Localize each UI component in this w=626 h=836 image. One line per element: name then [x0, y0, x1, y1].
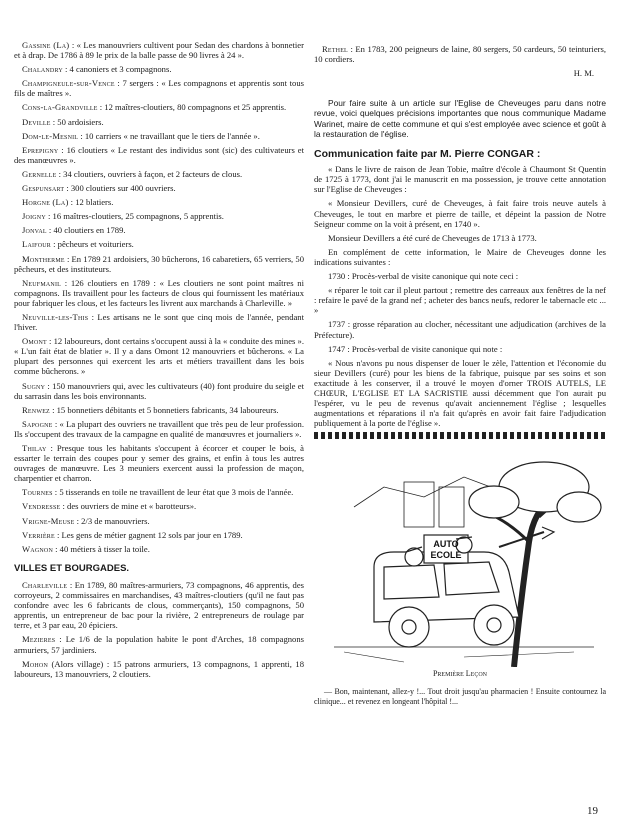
town-name: Dom-le-Mesnil — [22, 130, 79, 141]
body-paragraph: « Monsieur Devillers, curé de Cheveuges, à fait faire trois neuve autels à Cheveuges, le tout en marbre et pierre de taille, et dépeint la passion de Notre Seigneur comme on la voit à présent, en 1740 ». — [314, 198, 606, 229]
town-name: Sapogne — [22, 418, 53, 429]
entry-text: : 50 ardoisiers. — [50, 116, 104, 127]
entry — [14, 634, 304, 654]
entry-text: : En 1789, 80 maîtres-armuriers, 73 compagnons, 46 apprentis, des corroyeurs, 2 commissaires en marchandises, 43 maîtres-cloutiers (qu'il ne faut pas confondre avec les 6 fabricants de clous, commerçants), 150 compagnons, 50 apprentis, un entrepreneur de bac pour la rivière, 2 entrepreneurs de roulage par terre, et 3 par eau, 20 épiciers. — [14, 579, 304, 631]
entry — [14, 405, 304, 415]
entry-text: : 40 métiers à tisser la toile. — [52, 543, 150, 554]
entry — [14, 443, 304, 483]
entry — [14, 501, 304, 511]
entry-text: : 4 canoniers et 3 compagnons. — [62, 64, 172, 75]
entry-text: : pêcheurs et voituriers. — [51, 239, 134, 250]
entry-text: : « Les manouvriers cultivent pour Sedan des chardons à bonnetier et à drap. De 1786 à 89 le prix de la balle passe de 90 livres à 24 ». — [14, 40, 304, 61]
town-name: Cons-la-Grandville — [22, 102, 98, 113]
entry-text: : 10 carriers « ne travaillant que le tiers de l'année ». — [78, 130, 260, 141]
body-paragraph: « réparer le toit car il pleut partout ; remettre des carreaux aux fenêtres de la nef : refaire le pavé de la grand nef ; acheter des bancs neufs, redorer le tabernacle etc ... » — [314, 285, 606, 316]
body-paragraph: 1737 : grosse réparation au clocher, nécessitant une adjudication (archives de la Préfecture). — [314, 319, 606, 340]
town-name: Eprepigny — [22, 144, 59, 155]
entry-text: : 5 tisserands en toile ne travaillent de leur état que 3 mois de l'année. — [52, 487, 294, 498]
entry-text: : 126 cloutiers en 1789 : « Les cloutiers ne sont point maîtres ni compagnons. Ils travaillent pour les facteurs de clous qui fournissent les matériaux pour fabriquer les clous, et les facteurs les livrent aux marchands à Charleville. » — [14, 277, 304, 308]
entry — [14, 580, 304, 630]
body-paragraph: 1730 : Procès-verbal de visite canonique qui note ceci : — [328, 271, 519, 282]
entry-text: : Les artisans ne le sont que cinq mois de l'année, pendant l'hiver. — [14, 311, 304, 333]
entry — [14, 183, 304, 193]
entry — [14, 254, 304, 274]
entry — [14, 197, 304, 207]
town-name: Horgne (La) — [22, 197, 69, 208]
entry — [14, 117, 304, 127]
communication-body — [314, 164, 606, 428]
town-name: Laifour — [22, 239, 51, 250]
town-name: Renwez — [22, 404, 50, 415]
body-paragraph: Monsieur Devillers a été curé de Cheveuges de 1713 à 1773. — [328, 232, 537, 243]
entry-text: : 300 cloutiers sur 400 ouvriers. — [64, 183, 176, 194]
cartoon-caption: — Bon, maintenant, allez-y !... Tout droit jusqu'au pharmacien ! Ensuite contournez la clinique... et revenez en longeant l'hôpital !... — [314, 687, 606, 707]
entry — [14, 102, 304, 112]
town-name: Verrière — [22, 529, 55, 540]
entry — [14, 278, 304, 308]
town-name: Jonval — [22, 225, 47, 236]
entry — [14, 381, 304, 401]
author-signature: H. M. — [573, 68, 594, 79]
page-number: 19 — [587, 805, 598, 817]
left-column — [14, 40, 304, 683]
entry-text: : 40 cloutiers en 1789. — [46, 225, 126, 236]
town-name: Joigny — [22, 211, 46, 222]
entry-text: : 2/3 de manouvriers. — [74, 515, 150, 526]
intro-paragraph: Pour faire suite à un article sur l'Eglise de Cheveuges paru dans notre revue, voici quelques précisions importantes que nous communique Madame Warinet, maire de cette commune et qui s'est employée avec science et goût à la restauration de l'église. — [314, 98, 606, 139]
entry-text: : « La plupart des ouvriers ne travaillent que très peu de leur profession. Ils s'occupent des travaux de la campagne en qualité de manœuvres et journaliers ». — [14, 418, 304, 439]
entry-text: : 12 laboureurs, dont certains s'occupent aussi à la « conduite des mines ». « L'un fait état de blatier ». Il y a dans Omont 12 manouvriers et bûcherons. « La plupart des personnes qui exercent les arts et métiers travaillent dans les bois comme bûcherons. » — [14, 336, 304, 377]
entry — [14, 64, 304, 74]
right-column — [314, 44, 606, 715]
entry — [14, 530, 304, 540]
entry — [14, 225, 304, 235]
town-name: Gespunsart — [22, 183, 65, 194]
entry — [14, 487, 304, 497]
entry — [14, 419, 304, 439]
entry — [14, 78, 304, 98]
town-name: Tournes — [22, 487, 53, 498]
town-name: Montherme — [22, 253, 65, 264]
entry-text: : 150 manouvriers qui, avec les cultivateurs (40) font produire du seigle et du sarrasin dans les bois environnants. — [14, 380, 304, 401]
entry-text: : 12 maîtres-cloutiers, 80 compagnons et 25 apprentis. — [97, 102, 287, 113]
entry-text: : 15 bonnetiers débitants et 5 bonnetiers fabricants, 34 laboureurs. — [49, 404, 279, 415]
entry — [14, 211, 304, 221]
entry-text: (Alors village) : 15 patrons armuriers, 13 compagnons, 1 apprenti, 18 laboureurs, 13 manouvriers, 2 cloutiers. — [14, 658, 304, 679]
town-name: Vendresse — [22, 501, 61, 512]
section-entries — [14, 580, 304, 679]
entry-text: : 34 cloutiers, ouvriers à façon, et 2 facteurs de clous. — [56, 168, 243, 179]
entry-text: : En 1783, 200 peigneurs de laine, 80 sergers, 50 cardeurs, 50 teinturiers, 10 cordiers. — [314, 44, 606, 65]
entry — [14, 336, 304, 376]
car-sign-line2: ECOLE — [430, 550, 462, 561]
cartoon-caption-title: Première Leçon — [432, 669, 487, 679]
town-name: Omont — [22, 336, 47, 347]
town-name: Champigneule-sur-Vence — [22, 78, 115, 89]
town-name: Neuville-les-This — [22, 311, 89, 322]
entry — [14, 40, 304, 60]
car-sign-line1: AUTO — [433, 539, 459, 550]
entry — [14, 131, 304, 141]
entry — [14, 516, 304, 526]
entry-text: : Presque tous les habitants s'occupent à écorcer et couper le bois, à essarter le terrain des coupes pour y semer des grains, et enfin à tous les autres ouvrages de manœuvre. Les 3 meuniers exercent aussi la profession de maçon, charpentier et charron. — [14, 443, 304, 484]
town-name: Wagnon — [22, 543, 53, 554]
entry-text: : 16 maîtres-cloutiers, 25 compagnons, 5 apprentis. — [45, 211, 224, 222]
town-name: Deville — [22, 116, 51, 127]
decorative-divider — [314, 432, 606, 439]
body-paragraph: « Nous n'avons pu nous dispenser de louer le zèle, l'attention et l'économie du sieur Devillers (curé) pour les biens de la fabrique, puisque par ses soins et son exactitude à les conserver, il a trouvé le moyen d'orner TROIS AUTELS, LE CHŒUR, L'EGLISE ET LA SACRISTIE aussi décemment que l'on aurait pu l'espérer, vu le peu de revenus qu'avait anciennement l'église ; lesquelles augmentations et réparations il n'a fait qu'après en avoir fait faire l'adjudication publiquement à la porte de l'église ». — [314, 357, 606, 429]
entry — [14, 659, 304, 679]
cartoon-illustration — [314, 447, 606, 667]
town-name: Vrigne-Meuse — [22, 515, 75, 526]
town-name: Mohon — [22, 658, 48, 669]
communication-heading: Communication faite par M. Pierre CONGAR : — [314, 148, 541, 161]
entry — [14, 544, 304, 554]
entry-text: : Le 1/6 de la population habite le pont d'Arches, 18 compagnons armuriers, 57 jardiniers. — [14, 634, 304, 655]
body-paragraph: En complément de cette information, le Maire de Cheveuges donne les indications suivantes : — [314, 246, 606, 267]
section-heading: VILLES ET BOURGADES. — [14, 562, 130, 574]
entry — [14, 312, 304, 332]
body-paragraph: « Dans le livre de raison de Jean Tobie, maître d'école à Chaumont St Quentin de 1725 à 1773, dont j'ai le manuscrit en ma possession, je trouve cette annotation sur l'Eglise de Cheveuges : — [314, 164, 606, 195]
town-name: Gernelle — [22, 168, 57, 179]
entry-text: : 12 blatiers. — [68, 197, 114, 208]
town-name: Mezieres — [22, 634, 56, 645]
entry — [14, 145, 304, 165]
town-name: Sugny — [22, 380, 46, 391]
entry-text: : Les gens de métier gagnent 12 sols par jour en 1789. — [54, 529, 243, 540]
left-entries — [14, 40, 304, 554]
entry — [14, 239, 304, 249]
entry-text: : En 1789 21 ardoisiers, 30 bûcherons, 16 cabaretiers, 65 verriers, 50 pêcheurs, et des instituteurs. — [14, 253, 304, 274]
town-name: Gassine (La) — [22, 40, 70, 50]
entry-text: : 7 sergers : « Les compagnons et apprentis sont tous fils de maîtres ». — [14, 78, 304, 99]
town-name: Neufmanil — [22, 277, 62, 288]
rethel-entry — [314, 44, 606, 64]
body-paragraph: 1747 : Procès-verbal de visite canonique qui note : — [328, 343, 503, 354]
entry — [14, 169, 304, 179]
town-name: Chalandry — [22, 64, 63, 75]
town-name: Rethel — [322, 44, 348, 54]
town-name: Thilay — [22, 443, 47, 453]
town-name: Charleville — [22, 579, 68, 590]
entry-text: : des ouvriers de mine et « barotteurs». — [60, 501, 197, 512]
entry-text: : 16 cloutiers « Le restant des individus sont (sic) des cultivateurs et des manœuvres ». — [14, 144, 304, 165]
